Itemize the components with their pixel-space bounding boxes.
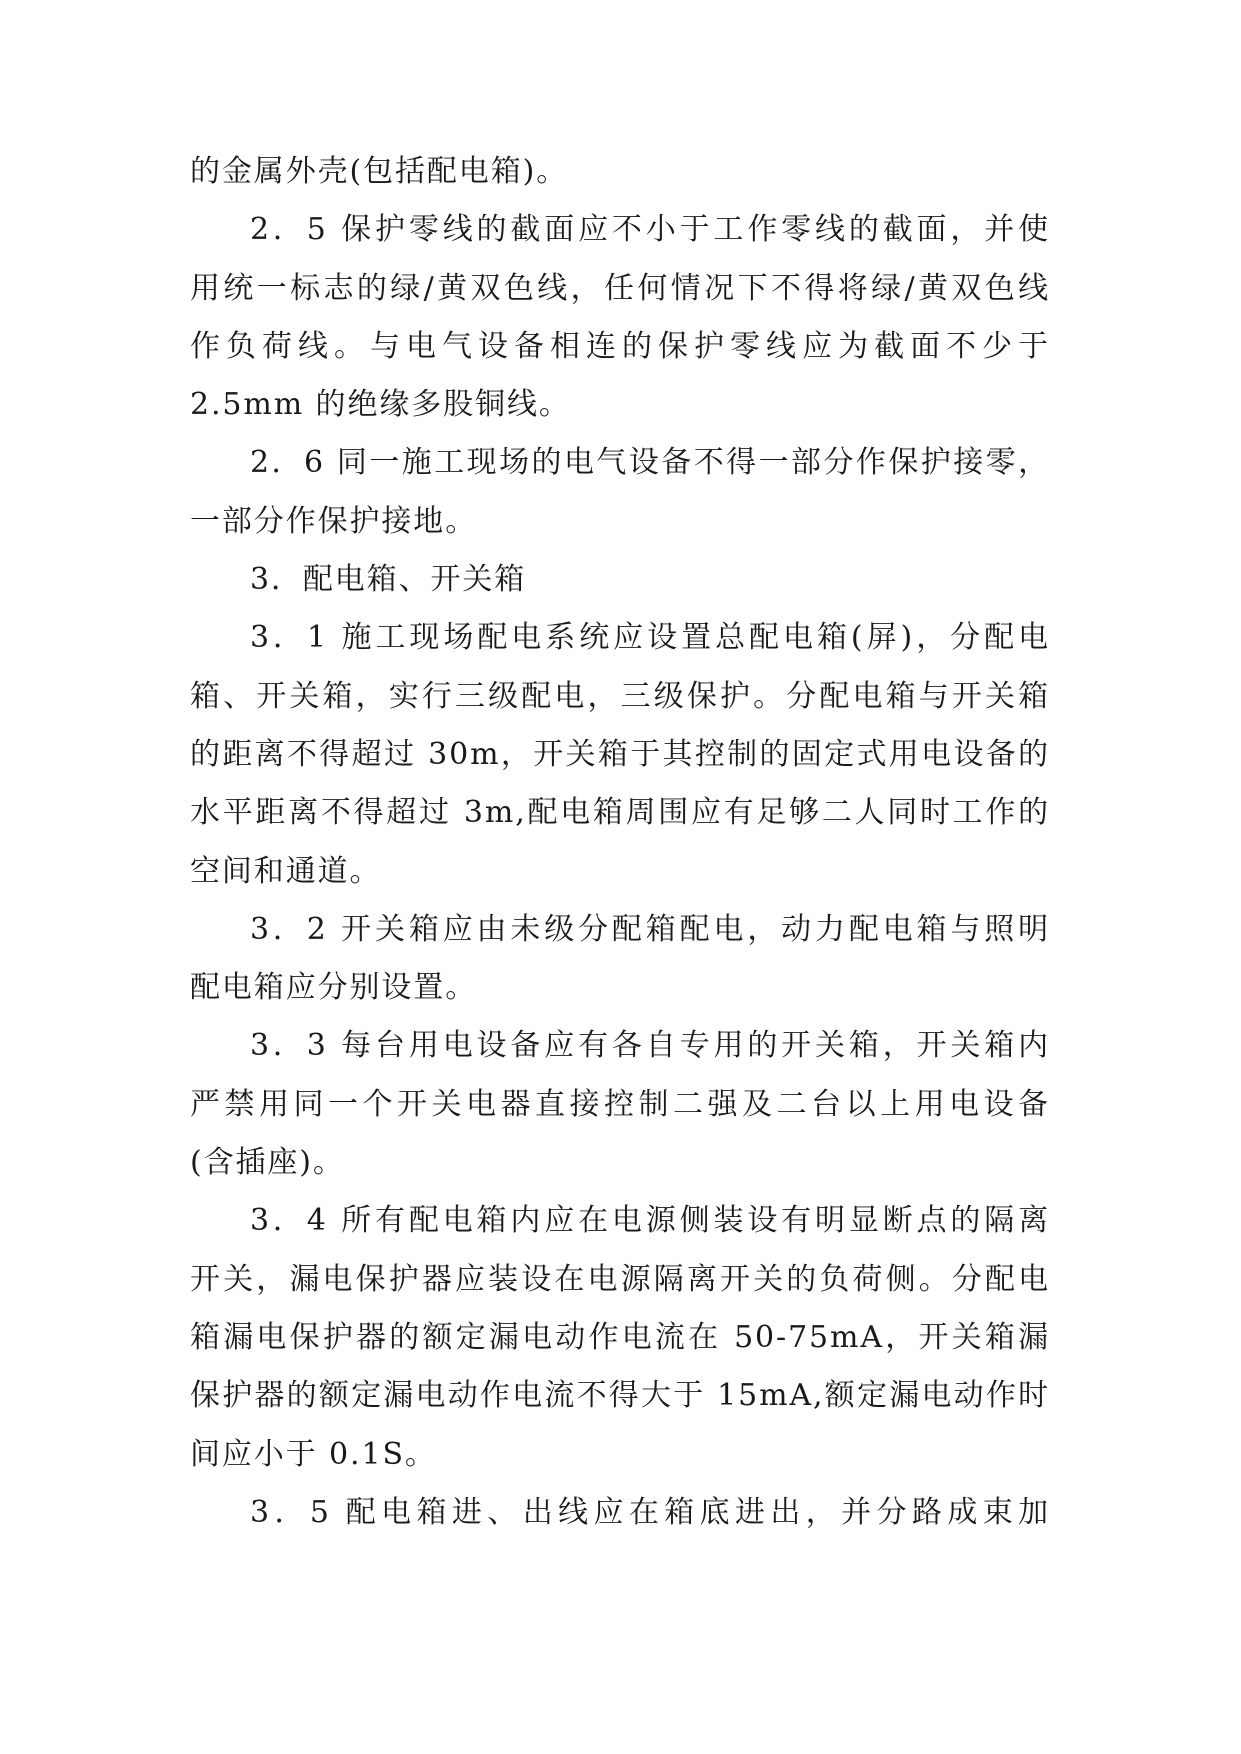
text-line: 作负荷线。与电气设备相连的保护零线应为截面不少于 (190, 328, 1050, 364)
text-line: 2．5 保护零线的截面应不小于工作零线的截面，并使 (250, 212, 1050, 248)
text-line: 用统一标志的绿/黄双色线，任何情况下不得将绿/黄双色线 (190, 270, 1050, 306)
text-line: 3．4 所有配电箱内应在电源侧装设有明显断点的隔离 (250, 1203, 1050, 1239)
text-line: 的金属外壳(包括配电箱)。 (190, 154, 569, 189)
text-line: (含插座)。 (190, 1145, 345, 1181)
text-line: 保护器的额定漏电动作电流不得大于 15mA,额定漏电动作时 (190, 1378, 1050, 1414)
text-line: 3．3 每台用电设备应有各自专用的开关箱，开关箱内 (250, 1028, 1050, 1064)
text-line: 3．5 配电箱进、出线应在箱底进出，并分路成束加 (250, 1494, 1050, 1530)
text-line: 空间和通道。 (190, 853, 382, 889)
text-line: 箱漏电保护器的额定漏电动作电流在 50-75mA，开关箱漏 (190, 1319, 1050, 1355)
text-line: 3．1 施工现场配电系统应设置总配电箱(屏)，分配电 (250, 620, 1050, 656)
text-line: 间应小于 0.1S。 (190, 1436, 437, 1472)
text-line: 2．6 同一施工现场的电气设备不得一部分作保护接零， (250, 445, 1050, 481)
document-body (190, 152, 1050, 1551)
text-line: 严禁用同一个开关电器直接控制二强及二台以上用电设备 (190, 1086, 1050, 1122)
text-line: 2.5mm 的绝缘多股铜线。 (190, 387, 571, 423)
section-heading: 3．配电箱、开关箱 (250, 562, 527, 598)
text-line: 配电箱应分别设置。 (190, 970, 478, 1006)
text-line: 水平距离不得超过 3m,配电箱周围应有足够二人同时工作的 (190, 795, 1050, 831)
text-line: 箱、开关箱，实行三级配电，三级保护。分配电箱与开关箱 (190, 678, 1050, 714)
text-line: 一部分作保护接地。 (190, 503, 478, 539)
text-line: 的距离不得超过 30m，开关箱于其控制的固定式用电设备的 (190, 736, 1050, 772)
text-line: 3．2 开关箱应由未级分配箱配电，动力配电箱与照明 (250, 911, 1050, 947)
text-line: 开关，漏电保护器应装设在电源隔离开关的负荷侧。分配电 (190, 1261, 1050, 1297)
